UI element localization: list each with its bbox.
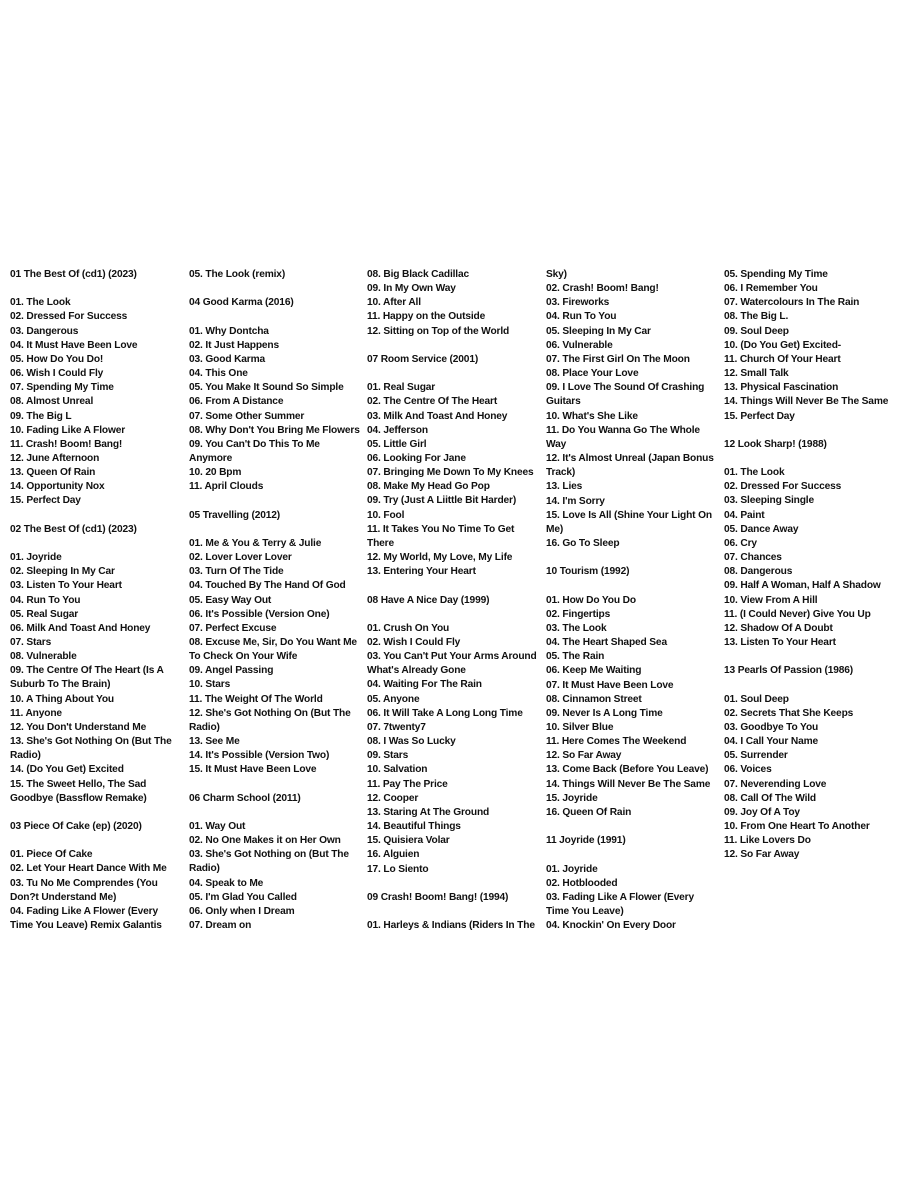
- track-item: 02. Sleeping In My Car: [10, 566, 115, 578]
- track-item: 05. Dance Away: [724, 523, 799, 535]
- track-item: 11. Like Lovers Do: [724, 835, 811, 847]
- track-item: 10. View From A Hill: [724, 594, 818, 606]
- track-item: 07. Watercolours In The Rain: [724, 297, 860, 309]
- track-item: 14. Things Will Never Be The Same: [546, 778, 711, 790]
- track-item: 12. June Afternoon: [10, 453, 100, 465]
- track-item: 01. Joyride: [546, 863, 598, 875]
- track-item: 04. It Must Have Been Love: [10, 339, 138, 351]
- track-item: 11. Happy on the Outside: [367, 311, 486, 323]
- blank-spacer: [724, 678, 896, 692]
- track-item: 08. Make My Head Go Pop: [367, 481, 490, 493]
- track-item: 06. From A Distance: [189, 396, 284, 408]
- track-item: 08. Dangerous: [724, 566, 793, 578]
- track-item: 04. The Heart Shaped Sea: [546, 637, 667, 649]
- track-item: 16. Go To Sleep: [546, 537, 620, 549]
- track-item: 04. Knockin' On Every Door: [546, 920, 676, 932]
- track-item: 09. Never Is A Long Time: [546, 707, 663, 719]
- track-item: 12. Small Talk: [724, 368, 789, 380]
- track-item: 11. The Weight Of The World: [189, 693, 323, 705]
- track-item: 06. Voices: [724, 764, 772, 776]
- blank-spacer: [10, 282, 182, 296]
- track-item: 11. Do You Wanna Go The Whole Way: [546, 424, 700, 450]
- track-item: 14. It's Possible (Version Two): [189, 750, 330, 762]
- track-item: 04. Run To You: [546, 311, 617, 323]
- album-heading: 11 Joyride (1991): [546, 835, 626, 847]
- track-item: 11. April Clouds: [189, 481, 264, 493]
- blank-spacer: [10, 537, 182, 551]
- track-item: 11. Church Of Your Heart: [724, 353, 841, 365]
- blank-spacer: [546, 820, 718, 834]
- tracklist-column-4: [546, 268, 718, 933]
- track-item: 01. Way Out: [189, 821, 246, 832]
- track-item: 01. How Do You Do: [546, 594, 636, 606]
- track-item: 17. Lo Siento: [367, 863, 429, 875]
- track-item: 05. Easy Way Out: [189, 594, 272, 606]
- tracklist-column-1: [10, 268, 182, 933]
- track-item: 13. Listen To Your Heart: [724, 637, 836, 649]
- album-heading: 01 The Best Of (cd1) (2023): [10, 269, 137, 280]
- track-item: 14. Beautiful Things: [367, 821, 461, 833]
- track-item: 08. Place Your Love: [546, 368, 639, 380]
- track-item: 08. Why Don't You Bring Me Flowers: [189, 424, 360, 436]
- track-item: 03. Sleeping Single: [724, 495, 814, 507]
- track-item: 01. The Look: [10, 297, 71, 309]
- blank-spacer: [10, 509, 182, 523]
- track-item: 03. Listen To Your Heart: [10, 580, 122, 592]
- album-heading: 07 Room Service (2001): [367, 353, 479, 365]
- track-item: 02. The Centre Of The Heart: [367, 396, 498, 408]
- blank-spacer: [367, 877, 539, 891]
- blank-spacer: [189, 282, 361, 296]
- blank-spacer: [189, 806, 361, 820]
- track-item: 14. Opportunity Nox: [10, 481, 105, 493]
- track-item: 11. (I Could Never) Give You Up: [724, 608, 871, 620]
- track-item: 07. Spending My Time: [10, 382, 114, 394]
- track-item: 03. Fireworks: [546, 297, 610, 309]
- track-item: 10. Salvation: [367, 764, 428, 776]
- track-item: 03. The Look: [546, 622, 607, 634]
- track-item: 13. See Me: [189, 736, 240, 748]
- track-item: 06. Only when I Dream: [189, 905, 295, 917]
- track-item: 03. Good Karma: [189, 353, 266, 365]
- track-item: 08. Vulnerable: [10, 651, 77, 663]
- track-item: 10. 20 Bpm: [189, 467, 242, 479]
- track-item: 09. Angel Passing: [189, 665, 274, 677]
- track-item: 10. From One Heart To Another: [724, 821, 870, 833]
- track-item: 15. Perfect Day: [724, 410, 795, 422]
- track-item: 04. Waiting For The Rain: [367, 679, 482, 691]
- track-item: 02. Secrets That She Keeps: [724, 707, 854, 719]
- track-item: 11. It Takes You No Time To Get There: [367, 523, 515, 549]
- track-item: 08. Big Black Cadillac: [367, 269, 470, 280]
- track-item: 09. Try (Just A Liittle Bit Harder): [367, 495, 517, 507]
- album-heading: 05 Travelling (2012): [189, 509, 281, 521]
- tracklist-column-3: [367, 268, 539, 933]
- track-item: 05. I'm Glad You Called: [189, 891, 297, 903]
- album-heading: 02 The Best Of (cd1) (2023): [10, 523, 137, 535]
- blank-spacer: [367, 608, 539, 622]
- track-item: 08. Excuse Me, Sir, Do You Want Me To Check On Your Wife: [189, 637, 357, 663]
- track-item: 02. Lover Lover Lover: [189, 552, 292, 564]
- track-item: 12. She's Got Nothing On (But The Radio): [189, 707, 351, 733]
- track-item: 10. A Thing About You: [10, 693, 114, 705]
- track-item: 12. Sitting on Top of the World: [367, 325, 510, 337]
- track-item: 03. She's Got Nothing on (But The Radio): [189, 849, 349, 875]
- track-item: 03. Milk And Toast And Honey: [367, 410, 508, 422]
- track-item: 16. Queen Of Rain: [546, 806, 632, 818]
- track-item: 12. So Far Away: [546, 750, 622, 762]
- track-item: 09. The Big L: [10, 410, 72, 422]
- track-item: 07. Bringing Me Down To My Knees: [367, 467, 534, 479]
- track-item: 06. Wish I Could Fly: [10, 368, 104, 380]
- track-item: 03. Dangerous: [10, 325, 79, 337]
- track-item: 07. The First Girl On The Moon: [546, 353, 690, 365]
- track-item: 12. It's Almost Unreal (Japan Bonus Track): [546, 453, 714, 479]
- track-item: 06. Vulnerable: [546, 339, 613, 351]
- track-item: 02. Dressed For Success: [10, 311, 128, 323]
- track-item: 13. Physical Fascination: [724, 382, 839, 394]
- album-heading: 06 Charm School (2011): [189, 792, 301, 804]
- track-item: 09. You Can't Do This To Me Anymore: [189, 438, 320, 464]
- track-item: 08. Call Of The Wild: [724, 792, 817, 804]
- track-item: 06. Cry: [724, 537, 757, 549]
- track-item: 08. Almost Unreal: [10, 396, 94, 408]
- track-item: 10. Stars: [189, 679, 231, 691]
- track-item: 07. It Must Have Been Love: [546, 679, 674, 691]
- track-item: 03. Turn Of The Tide: [189, 566, 284, 578]
- track-item: 09. Joy Of A Toy: [724, 806, 800, 818]
- track-item: 06. It Will Take A Long Long Time: [367, 707, 523, 719]
- track-item: 09. In My Own Way: [367, 283, 456, 295]
- track-item: 13. Queen Of Rain: [10, 467, 96, 479]
- track-item: 15. It Must Have Been Love: [189, 764, 317, 776]
- track-item: 12. Cooper: [367, 792, 419, 804]
- track-item: 07. 7twenty7: [367, 721, 426, 733]
- track-item: 09. Soul Deep: [724, 325, 789, 337]
- blank-spacer: [367, 339, 539, 353]
- blank-spacer: [10, 834, 182, 848]
- track-item: 11. Here Comes The Weekend: [546, 736, 687, 748]
- track-item: 09. Half A Woman, Half A Shadow: [724, 580, 881, 592]
- track-item: 07. Some Other Summer: [189, 410, 305, 422]
- track-item: 01. Me & You & Terry & Julie: [189, 537, 322, 549]
- album-heading: 10 Tourism (1992): [546, 566, 630, 578]
- track-item: 01. Soul Deep: [724, 693, 789, 705]
- blank-spacer: [189, 778, 361, 792]
- track-item: 01. Piece Of Cake: [10, 849, 93, 861]
- blank-spacer: [546, 579, 718, 593]
- track-item: 05. Spending My Time: [724, 269, 828, 280]
- track-item: 02. Wish I Could Fly: [367, 637, 461, 648]
- track-item: 02. No One Makes it on Her Own: [189, 835, 341, 847]
- blank-spacer: [724, 424, 896, 438]
- tracklist-column-5: [724, 268, 896, 863]
- track-item: 11. Anyone: [10, 707, 62, 719]
- track-item: 13. Staring At The Ground: [367, 806, 490, 818]
- album-heading: 04 Good Karma (2016): [189, 297, 294, 309]
- blank-spacer: [546, 551, 718, 565]
- track-item: 07. Dream on: [189, 920, 252, 932]
- track-item: 02. Fingertips: [546, 608, 611, 620]
- track-item: 01. Crush On You: [367, 622, 450, 634]
- album-heading: 03 Piece Of Cake (ep) (2020): [10, 821, 142, 833]
- album-heading: 13 Pearls Of Passion (1986): [724, 665, 854, 677]
- track-item: 06. Looking For Jane: [367, 453, 466, 464]
- track-item: 07. Stars: [10, 637, 52, 649]
- track-item: 04. Touched By The Hand Of God: [189, 580, 346, 592]
- track-item: 07. Perfect Excuse: [189, 622, 277, 634]
- track-item: 12. You Don't Understand Me: [10, 721, 147, 733]
- track-item: 13. Entering Your Heart: [367, 566, 476, 578]
- track-item: 05. The Rain: [546, 651, 605, 663]
- track-item: 03. Goodbye To You: [724, 721, 819, 733]
- track-item: 07. Neverending Love: [724, 778, 827, 790]
- track-item: 08. The Big L.: [724, 311, 789, 323]
- track-item: 03. You Can't Put Your Arms Around What's Already Gone: [367, 651, 537, 677]
- track-item: 03. Tu No Me Comprendes (You Don?t Understand Me): [10, 877, 158, 903]
- track-item: 02. It Just Happens: [189, 339, 279, 351]
- track-item: 05. Sleeping In My Car: [546, 325, 651, 337]
- track-item: 13. She's Got Nothing On (But The Radio): [10, 736, 172, 762]
- track-item: 05. You Make It Sound So Simple: [189, 382, 344, 394]
- track-item: 02. Dressed For Success: [724, 481, 842, 493]
- track-item: 05. Anyone: [367, 693, 420, 705]
- track-item: Sky): [546, 269, 567, 280]
- track-item: 04. Paint: [724, 509, 765, 521]
- track-item: 10. Fading Like A Flower: [10, 424, 126, 436]
- track-item: 14. I'm Sorry: [546, 495, 605, 507]
- track-item: 15. Perfect Day: [10, 495, 81, 507]
- track-item: 02. Let Your Heart Dance With Me: [10, 863, 167, 875]
- blank-spacer: [189, 523, 361, 537]
- blank-spacer: [724, 452, 896, 466]
- track-item: 10. What's She Like: [546, 410, 638, 422]
- track-item: 14. (Do You Get) Excited: [10, 764, 124, 776]
- track-item: 06. It's Possible (Version One): [189, 608, 330, 620]
- track-item: 03. Fading Like A Flower (Every Time You Leave): [546, 891, 695, 917]
- track-item: 01. Harleys & Indians (Riders In The: [367, 920, 535, 932]
- blank-spacer: [367, 579, 539, 593]
- track-item: 04. Speak to Me: [189, 877, 264, 889]
- track-item: 15. Love Is All (Shine Your Light On Me): [546, 509, 712, 535]
- track-item: 10. (Do You Get) Excited-: [724, 339, 842, 351]
- track-item: 06. I Remember You: [724, 283, 818, 295]
- track-item: 01. Real Sugar: [367, 382, 436, 394]
- blank-spacer: [189, 494, 361, 508]
- track-item: 05. Little Girl: [367, 438, 427, 450]
- track-item: 04. I Call Your Name: [724, 736, 819, 748]
- track-item: 15. Joyride: [546, 792, 598, 804]
- track-item: 09. I Love The Sound Of Crashing Guitars: [546, 382, 705, 408]
- track-item: 08. I Was So Lucky: [367, 736, 456, 748]
- track-item: 05. Surrender: [724, 750, 788, 762]
- blank-spacer: [724, 650, 896, 664]
- track-item: 04. Run To You: [10, 594, 81, 606]
- blank-spacer: [367, 905, 539, 919]
- track-item: 10. Silver Blue: [546, 721, 614, 733]
- blank-spacer: [546, 848, 718, 862]
- track-item: 07. Chances: [724, 552, 782, 564]
- track-item: 12. Shadow Of A Doubt: [724, 622, 833, 634]
- track-item: 05. How Do You Do!: [10, 353, 104, 365]
- track-item: 05. Real Sugar: [10, 608, 79, 620]
- track-item: 11. Crash! Boom! Bang!: [10, 438, 123, 450]
- track-item: 04. Jefferson: [367, 424, 428, 436]
- track-item: 01. Joyride: [10, 552, 62, 564]
- track-item: 10. After All: [367, 297, 421, 309]
- track-item: 09. Stars: [367, 750, 409, 762]
- blank-spacer: [189, 310, 361, 324]
- track-item: 14. Things Will Never Be The Same: [724, 396, 889, 408]
- track-item: 01. Why Dontcha: [189, 325, 269, 337]
- track-item: 13. Come Back (Before You Leave): [546, 764, 709, 776]
- track-item: 15. Quisiera Volar: [367, 835, 450, 847]
- album-heading: 08 Have A Nice Day (1999): [367, 594, 490, 606]
- track-item: 06. Keep Me Waiting: [546, 665, 642, 677]
- track-item: 05. The Look (remix): [189, 269, 286, 280]
- track-item: 15. The Sweet Hello, The Sad Goodbye (Bassflow Remake): [10, 778, 147, 804]
- track-item: 01. The Look: [724, 467, 785, 479]
- album-heading: 12 Look Sharp! (1988): [724, 438, 827, 450]
- track-item: 12. So Far Away: [724, 849, 800, 861]
- track-item: 13. Lies: [546, 481, 583, 493]
- album-heading: 09 Crash! Boom! Bang! (1994): [367, 891, 509, 903]
- blank-spacer: [10, 806, 182, 820]
- track-item: 04. Fading Like A Flower (Every Time You Leave) Remix Galantis: [10, 905, 162, 932]
- blank-spacer: [367, 367, 539, 381]
- track-item: 02. Hotblooded: [546, 877, 618, 889]
- track-item: 09. The Centre Of The Heart (Is A Suburb To The Brain): [10, 665, 164, 691]
- track-item: 06. Milk And Toast And Honey: [10, 622, 151, 634]
- track-item: 11. Pay The Price: [367, 778, 448, 790]
- track-item: 10. Fool: [367, 509, 405, 521]
- track-item: 04. This One: [189, 368, 248, 380]
- track-item: 02. Crash! Boom! Bang!: [546, 283, 659, 295]
- track-item: 08. Cinnamon Street: [546, 693, 642, 705]
- track-item: 12. My World, My Love, My Life: [367, 552, 513, 564]
- tracklist-column-2: [189, 268, 361, 933]
- track-item: 16. Alguien: [367, 849, 420, 861]
